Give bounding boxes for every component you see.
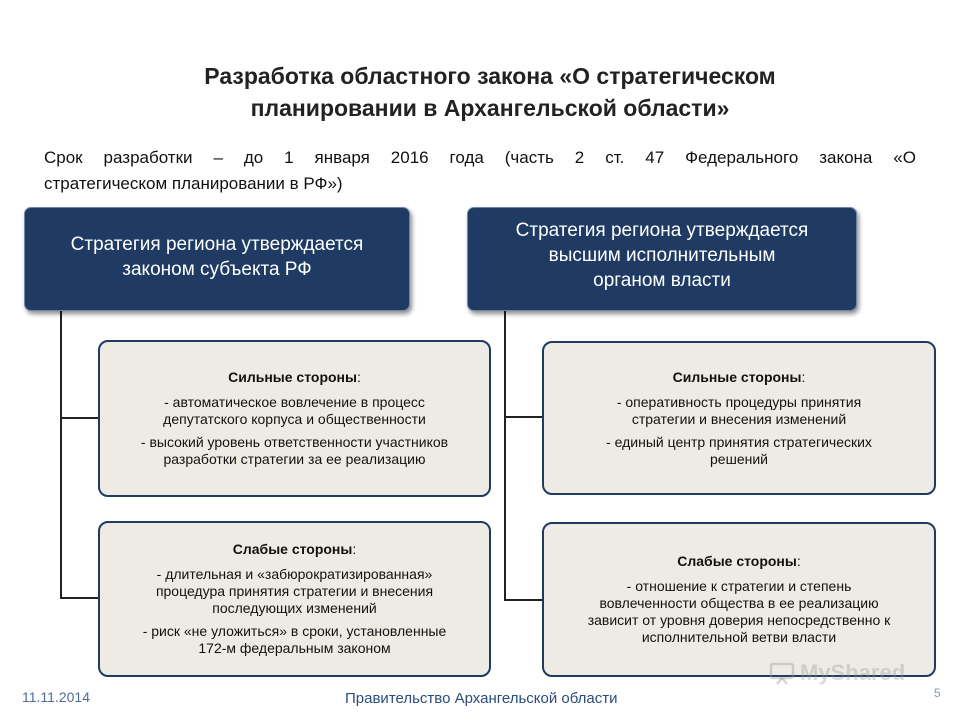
footer-date: 11.11.2014 (22, 689, 90, 705)
deadline-text-line-2: стратегическом планировании в РФ») (44, 174, 343, 193)
right-weaknesses-heading: Слабые стороны: (677, 553, 801, 569)
deadline-text (44, 145, 916, 197)
left-weakness-item: - длительная и «забюрократизированная» процедура принятия стратегии и внесения последующих изменений (155, 566, 434, 616)
right-weakness-item: - отношение к стратегии и степень вовлеченности общества в ее реализацию зависит от уровня доверия непосредственно к исполнительной ветви власти (587, 578, 891, 645)
slide-title-line-2: планировании в Архангельской области» (250, 95, 730, 121)
right-strength-item: - единый центр принятия стратегических решений (606, 433, 872, 467)
right-weaknesses-card (542, 522, 936, 677)
right-header-line: высшим исполнительным (548, 245, 776, 266)
right-strengths-heading: Сильные стороны: (672, 368, 806, 385)
slide-title-line-1: Разработка областного закона «О стратегическом (204, 63, 776, 89)
left-weakness-item: - риск «не уложиться» в сроки, установленные 172-м федеральным законом (142, 623, 447, 656)
page-number: 5 (934, 686, 941, 700)
left-option-header (24, 207, 410, 311)
left-weaknesses-card (98, 521, 491, 677)
presentation-icon (768, 661, 796, 685)
right-connector-to-strong (504, 416, 542, 418)
left-connector-to-weak (60, 597, 98, 599)
left-strength-item: - автоматическое вовлечение в процесс депутатского корпуса и общественности (163, 394, 426, 427)
right-connector-vertical (504, 311, 506, 601)
slide-title (120, 60, 860, 124)
left-header-line: Стратегия региона утверждается (70, 234, 364, 255)
watermark (768, 660, 905, 686)
watermark-text: MyShared (800, 660, 906, 685)
deadline-text-line-1: Срок разработки – до 1 января 2016 года (часть 2 ст. 47 Федерального закона «О (44, 148, 916, 167)
left-header-line: законом субъекта РФ (122, 259, 312, 280)
left-weaknesses-heading: Слабые стороны: (232, 541, 357, 557)
left-strengths-card (98, 340, 491, 497)
left-strength-item: - высокий уровень ответственности участников разработки стратегии за ее реализацию (140, 434, 449, 467)
left-strengths-heading: Сильные стороны: (228, 369, 361, 385)
right-option-header (467, 207, 857, 311)
right-strength-item: - оперативность процедуры принятия стратегии и внесения изменений (616, 393, 862, 427)
left-connector-to-strong (60, 417, 98, 419)
right-header-line: Стратегия региона утверждается (515, 220, 809, 241)
left-connector-vertical (60, 311, 62, 599)
right-strengths-card (542, 341, 936, 495)
footer-organization: Правительство Архангельской области (345, 690, 618, 707)
right-connector-to-weak (504, 599, 542, 601)
right-header-line: органом власти (593, 270, 731, 291)
